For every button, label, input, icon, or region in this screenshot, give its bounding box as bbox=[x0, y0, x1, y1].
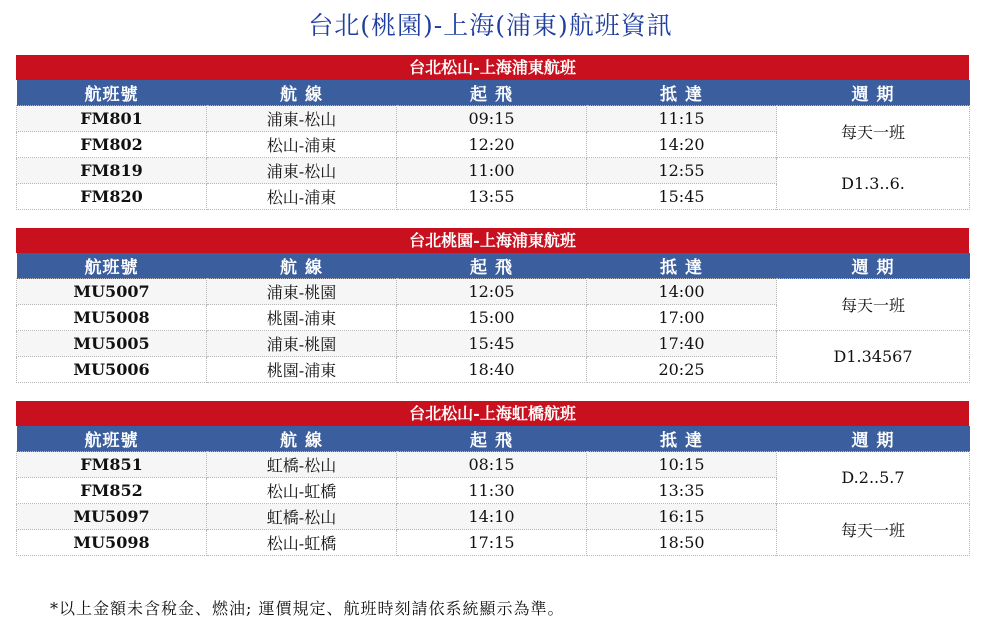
depart-time: 14:10 bbox=[397, 504, 587, 530]
flight-number: MU5008 bbox=[17, 305, 207, 331]
flight-route: 浦東-松山 bbox=[207, 158, 397, 184]
arrive-time: 15:45 bbox=[587, 184, 777, 210]
header-depart: 起 飛 bbox=[397, 80, 587, 106]
flight-section-taoyuan-pudong bbox=[16, 228, 969, 383]
flight-route: 松山-虹橋 bbox=[207, 530, 397, 556]
table-row bbox=[17, 452, 970, 478]
flight-section-songshan-hongqiao bbox=[16, 401, 969, 556]
header-flight-no: 航班號 bbox=[17, 253, 207, 279]
depart-time: 08:15 bbox=[397, 452, 587, 478]
table-row bbox=[17, 158, 970, 184]
page-title: 台北(桃園)-上海(浦東)航班資訊 bbox=[308, 11, 673, 40]
arrive-time: 18:50 bbox=[587, 530, 777, 556]
arrive-time: 20:25 bbox=[587, 357, 777, 383]
header-days: 週 期 bbox=[777, 253, 970, 279]
section-title: 台北松山-上海虹橋航班 bbox=[16, 401, 969, 426]
flight-route: 松山-浦東 bbox=[207, 132, 397, 158]
depart-time: 12:05 bbox=[397, 279, 587, 305]
arrive-time: 17:40 bbox=[587, 331, 777, 357]
flight-number: MU5005 bbox=[17, 331, 207, 357]
flight-number: FM802 bbox=[17, 132, 207, 158]
table-row bbox=[17, 331, 970, 357]
arrive-time: 14:20 bbox=[587, 132, 777, 158]
depart-time: 17:15 bbox=[397, 530, 587, 556]
header-depart: 起 飛 bbox=[397, 253, 587, 279]
table-row bbox=[17, 504, 970, 530]
table-header-row bbox=[17, 253, 970, 279]
flight-number: FM801 bbox=[17, 106, 207, 132]
arrive-time: 10:15 bbox=[587, 452, 777, 478]
flight-route: 虹橋-松山 bbox=[207, 452, 397, 478]
depart-time: 18:40 bbox=[397, 357, 587, 383]
header-arrive: 抵 達 bbox=[587, 426, 777, 452]
flight-frequency: D1.34567 bbox=[777, 331, 970, 383]
header-route: 航 線 bbox=[207, 253, 397, 279]
header-arrive: 抵 達 bbox=[587, 80, 777, 106]
flight-number: MU5097 bbox=[17, 504, 207, 530]
depart-time: 09:15 bbox=[397, 106, 587, 132]
table-header-row bbox=[17, 426, 970, 452]
flight-route: 浦東-松山 bbox=[207, 106, 397, 132]
flight-route: 桃園-浦東 bbox=[207, 357, 397, 383]
flight-frequency: D1.3..6. bbox=[777, 158, 970, 210]
header-depart: 起 飛 bbox=[397, 426, 587, 452]
section-title: 台北松山-上海浦東航班 bbox=[16, 55, 969, 80]
arrive-time: 11:15 bbox=[587, 106, 777, 132]
section-title: 台北桃園-上海浦東航班 bbox=[16, 228, 969, 253]
flight-number: MU5007 bbox=[17, 279, 207, 305]
flight-section-songshan-pudong bbox=[16, 55, 969, 210]
flight-route: 浦東-桃園 bbox=[207, 331, 397, 357]
flight-table bbox=[16, 80, 970, 210]
flight-table bbox=[16, 426, 970, 556]
flight-number: MU5098 bbox=[17, 530, 207, 556]
header-days: 週 期 bbox=[777, 426, 970, 452]
flight-route: 松山-浦東 bbox=[207, 184, 397, 210]
depart-time: 15:00 bbox=[397, 305, 587, 331]
header-arrive: 抵 達 bbox=[587, 253, 777, 279]
flight-route: 浦東-桃園 bbox=[207, 279, 397, 305]
header-route: 航 線 bbox=[207, 426, 397, 452]
flight-number: MU5006 bbox=[17, 357, 207, 383]
header-flight-no: 航班號 bbox=[17, 426, 207, 452]
arrive-time: 17:00 bbox=[587, 305, 777, 331]
header-days: 週 期 bbox=[777, 80, 970, 106]
flight-number: FM820 bbox=[17, 184, 207, 210]
arrive-time: 16:15 bbox=[587, 504, 777, 530]
flight-number: FM851 bbox=[17, 452, 207, 478]
flight-frequency: 每天一班 bbox=[777, 504, 970, 556]
header-flight-no: 航班號 bbox=[17, 80, 207, 106]
depart-time: 12:20 bbox=[397, 132, 587, 158]
depart-time: 13:55 bbox=[397, 184, 587, 210]
table-row bbox=[17, 106, 970, 132]
flight-route: 桃園-浦東 bbox=[207, 305, 397, 331]
arrive-time: 12:55 bbox=[587, 158, 777, 184]
table-row bbox=[17, 279, 970, 305]
depart-time: 11:00 bbox=[397, 158, 587, 184]
depart-time: 15:45 bbox=[397, 331, 587, 357]
disclaimer-note: *以上金額未含稅金、燃油; 運價規定、航班時刻請依系統顯示為準。 bbox=[50, 599, 565, 618]
flight-table bbox=[16, 253, 970, 383]
depart-time: 11:30 bbox=[397, 478, 587, 504]
header-route: 航 線 bbox=[207, 80, 397, 106]
arrive-time: 14:00 bbox=[587, 279, 777, 305]
flight-route: 虹橋-松山 bbox=[207, 504, 397, 530]
flight-frequency: 每天一班 bbox=[777, 106, 970, 158]
arrive-time: 13:35 bbox=[587, 478, 777, 504]
flight-frequency: D.2..5.7 bbox=[777, 452, 970, 504]
flight-route: 松山-虹橋 bbox=[207, 478, 397, 504]
flight-number: FM852 bbox=[17, 478, 207, 504]
flight-frequency: 每天一班 bbox=[777, 279, 970, 331]
flight-number: FM819 bbox=[17, 158, 207, 184]
table-header-row bbox=[17, 80, 970, 106]
